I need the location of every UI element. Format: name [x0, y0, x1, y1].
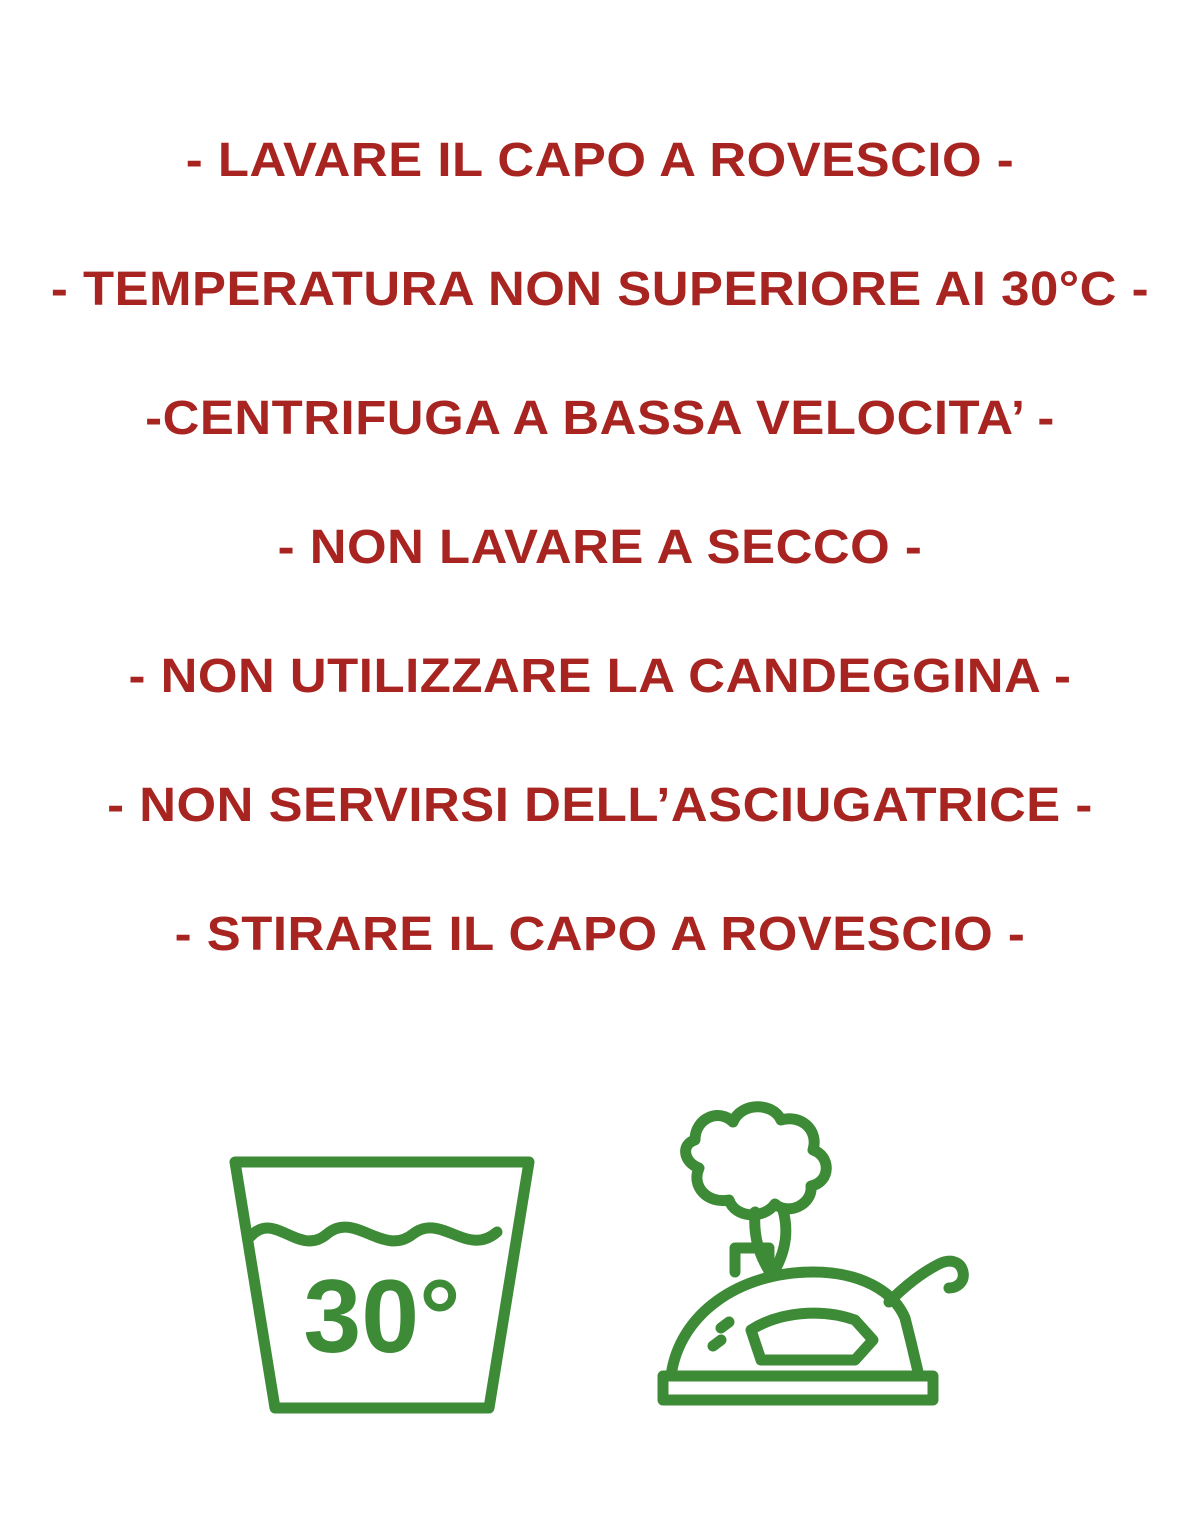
care-symbols-row	[0, 1090, 1200, 1435]
instruction-line-1: - LAVARE IL CAPO A ROVESCIO -	[185, 134, 1015, 187]
instruction-line-4: - NON LAVARE A SECCO -	[277, 521, 923, 574]
instruction-line-2: - TEMPERATURA NON SUPERIORE AI 30°C -	[50, 263, 1150, 316]
instruction-line-7: - STIRARE IL CAPO A ROVESCIO -	[174, 908, 1026, 961]
instruction-line-5: - NON UTILIZZARE LA CANDEGGINA -	[128, 650, 1072, 703]
instruction-line-3: -CENTRIFUGA A BASSA VELOCITA’ -	[145, 392, 1055, 445]
iron-with-steam-symbol	[643, 1090, 983, 1435]
instruction-line-6: - NON SERVIRSI DELL’ASCIUGATRICE -	[107, 779, 1093, 832]
wash-temperature-value: 30°	[303, 1259, 461, 1375]
wash-30-degrees-symbol	[217, 1140, 547, 1435]
